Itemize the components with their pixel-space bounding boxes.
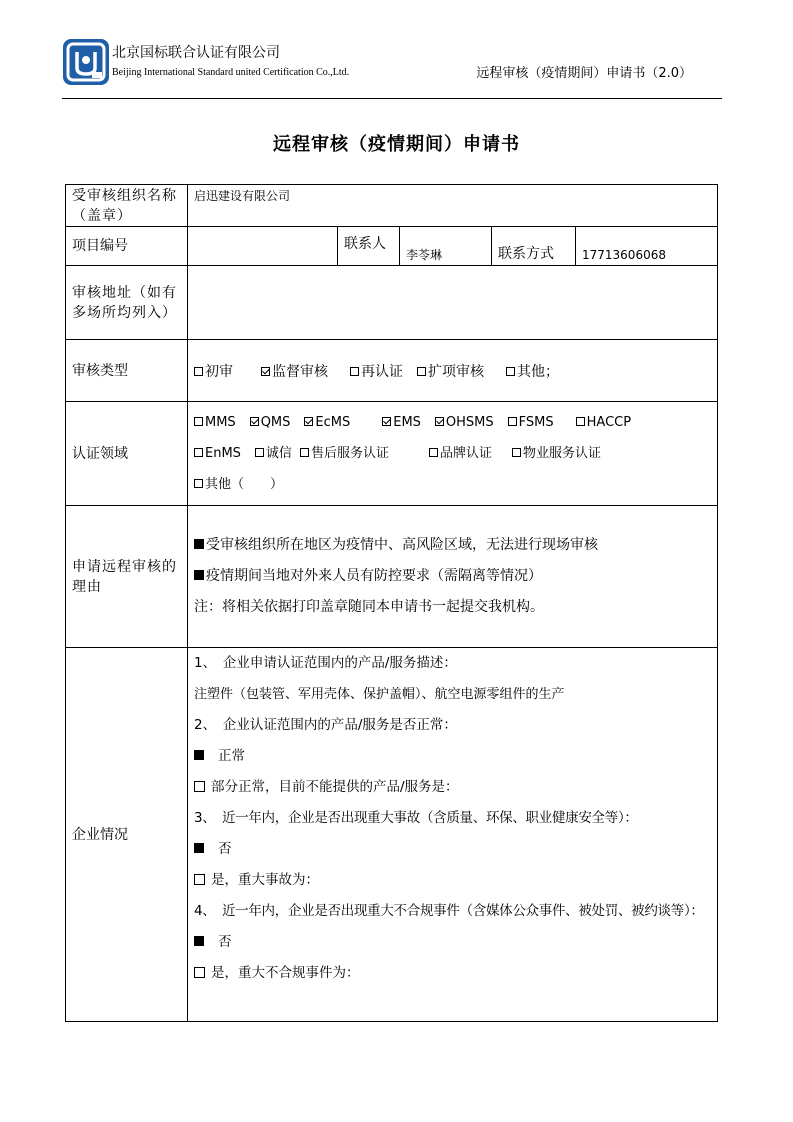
audit-type-other[interactable]: 其他； [506,361,559,381]
header-divider [62,98,722,99]
cert-field-property[interactable]: 物业服务认证 [512,438,601,469]
empty-square-icon [194,967,205,978]
phone-label: 联系方式 [492,227,576,266]
org-name-field[interactable] [188,185,718,227]
phone-field[interactable] [576,227,718,266]
checkbox-checked-icon [382,417,391,426]
company-q3-opt2[interactable]: 是，重大事故为： [194,865,711,896]
contact-field[interactable] [400,227,492,266]
checkbox-icon [417,367,426,376]
cert-field-brand[interactable]: 品牌认证 [429,438,492,469]
phone-value: 17713606068 [582,248,666,262]
company-q2: 2、 企业认证范围内的产品/服务是否正常： [194,717,457,733]
checkbox-checked-icon [261,367,270,376]
company-q4: 4、 近一年内，企业是否出现重大不合规事件（含媒体公众事件、被处罚、被约谈等）： [194,903,704,919]
cert-field-options [188,402,718,506]
company-q4-opt1[interactable]: 否 [194,927,711,958]
cert-field-other[interactable]: 其他（ ） [194,469,283,500]
filled-square-icon [194,539,204,549]
cert-field-ohsms[interactable]: OHSMS [435,407,494,438]
checkbox-icon [506,367,515,376]
cert-field-fsms[interactable]: FSMS [508,407,554,438]
cert-field-label: 认证领域 [66,402,188,506]
company-q1-answer: 注塑件（包装管、军用壳体、保护盖帽）、航空电源零组件的生产 [194,687,565,702]
contact-label: 联系人 [338,227,400,266]
contact-value: 李苓琳 [406,248,443,262]
document-reference: 远程审核（疫情期间）申请书（2.0） [476,66,692,81]
cert-field-enms[interactable]: EnMS [194,438,241,469]
cert-field-qms[interactable]: QMS [250,407,291,438]
checkbox-icon [300,448,309,457]
project-no-field[interactable] [188,227,338,266]
checkbox-icon [194,417,203,426]
address-label: 审核地址（如有多场所均列入） [66,266,188,340]
row-company [66,648,718,1022]
checkbox-icon [576,417,585,426]
audit-type-extension[interactable]: 扩项审核 [417,361,484,381]
org-name-cn: 北京国标联合认证有限公司 [112,45,280,61]
audit-type-surveillance[interactable]: 监督审核 [261,361,328,381]
audit-type-options [188,340,718,402]
audit-type-initial[interactable]: 初审 [194,361,233,381]
cert-field-ems[interactable]: EMS [382,407,421,438]
page-header [62,38,722,100]
org-name-label: 受审核组织名称（盖章） [66,185,188,227]
company-q3-opt1[interactable]: 否 [194,834,711,865]
cert-field-haccp[interactable]: HACCP [576,407,631,438]
company-q2-opt2[interactable]: 部分正常，目前不能提供的产品/服务是： [194,772,711,803]
application-form [65,184,718,1022]
cert-field-line-3 [194,469,711,500]
row-project [66,227,718,266]
cert-field-mms[interactable]: MMS [194,407,236,438]
checkbox-icon [429,448,438,457]
filled-square-icon [194,570,204,580]
reason-label: 申请远程审核的理由 [66,506,188,648]
row-cert-field [66,402,718,506]
org-name-en: Beijing International Standard united Certification Co.,Ltd. [112,67,350,78]
company-q3: 3、 近一年内，企业是否出现重大事故（含质量、环保、职业健康安全等）： [194,810,638,826]
company-label: 企业情况 [66,648,188,1022]
checkbox-icon [194,448,203,457]
page-title: 远程审核（疫情期间）申请书 [273,134,520,155]
audit-type-label: 审核类型 [66,340,188,402]
checkbox-icon [512,448,521,457]
filled-square-icon [194,843,204,853]
reason-item[interactable]: 受审核组织所在地区为疫情中、高风险区域，无法进行现场审核 [194,530,711,561]
address-field[interactable] [188,266,718,340]
checkbox-checked-icon [435,417,444,426]
reason-item[interactable]: 疫情期间当地对外来人员有防控要求（需隔离等情况） [194,561,711,592]
filled-square-icon [194,750,204,760]
checkbox-checked-icon [304,417,313,426]
company-content [188,648,718,1022]
cert-field-line-2 [194,438,711,469]
company-q4-opt2[interactable]: 是，重大不合规事件为： [194,958,711,989]
row-reason [66,506,718,648]
row-org-name [66,185,718,227]
row-address [66,266,718,340]
checkbox-icon [194,479,203,488]
checkbox-icon [508,417,517,426]
checkbox-icon [255,448,264,457]
cert-field-after-sales[interactable]: 售后服务认证 [300,438,389,469]
checkbox-icon [194,367,203,376]
company-q1: 1、 企业申请认证范围内的产品/服务描述： [194,655,457,671]
reason-content [188,506,718,648]
empty-square-icon [194,781,205,792]
cert-field-integrity[interactable]: 诚信 [255,438,292,469]
company-q2-opt1[interactable]: 正常 [194,741,711,772]
checkbox-checked-icon [250,417,259,426]
filled-square-icon [194,936,204,946]
empty-square-icon [194,874,205,885]
cert-field-ecms[interactable]: EcMS [304,407,350,438]
company-logo [62,38,110,86]
cert-field-line-1 [194,407,711,438]
project-no-label: 项目编号 [66,227,188,266]
row-audit-type [66,340,718,402]
org-name-value: 启迅建设有限公司 [194,189,291,203]
reason-note: 注：将相关依据打印盖章随同本申请书一起提交我机构。 [194,599,544,615]
checkbox-icon [350,367,359,376]
audit-type-recertification[interactable]: 再认证 [350,361,403,381]
